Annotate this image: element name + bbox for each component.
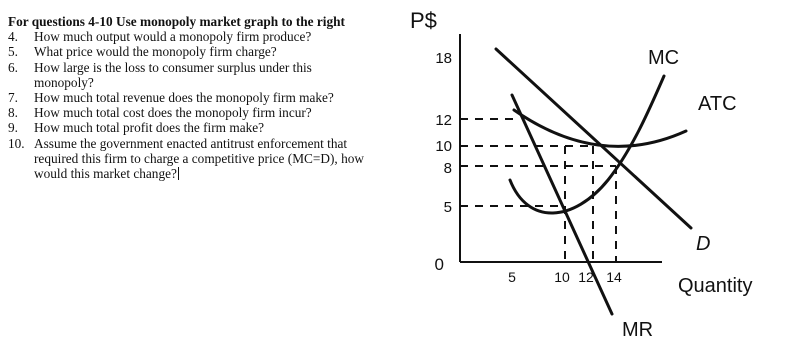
questions-panel	[8, 14, 400, 181]
question-number: 7.	[8, 90, 18, 106]
mr-label: MR	[622, 319, 654, 341]
question-text: How much total revenue does the monopoly firm make?	[34, 90, 334, 106]
text-cursor	[178, 167, 179, 180]
question-5	[8, 44, 400, 59]
quantity-tick-10: 10	[554, 269, 570, 285]
monopoly-graph	[400, 0, 804, 346]
question-4	[8, 29, 400, 44]
price-tick-8: 8	[443, 160, 452, 177]
price-tick-5: 5	[443, 199, 452, 216]
question-8	[8, 105, 400, 120]
price-tick-0: 0	[434, 255, 444, 274]
question-number: 4.	[8, 29, 18, 45]
question-text-wrap	[34, 136, 400, 182]
y-axis-label: P$	[410, 8, 437, 33]
question-7	[8, 90, 400, 105]
question-6	[8, 60, 400, 90]
question-text: How much total cost does the monopoly firm incur?	[34, 105, 312, 121]
question-10	[8, 136, 400, 182]
questions-heading: For questions 4-10 Use monopoly market graph to the right	[8, 14, 345, 29]
x-axis-label: Quantity	[678, 275, 753, 297]
price-tick-10: 10	[435, 138, 452, 155]
quantity-tick-12: 12	[578, 269, 594, 285]
question-number: 9.	[8, 120, 18, 136]
question-9	[8, 120, 400, 135]
question-text: How much total profit does the firm make?	[34, 120, 265, 136]
quantity-tick-5: 5	[508, 269, 516, 285]
demand-label: D	[696, 233, 711, 255]
question-text: How large is the loss to consumer surplus under this monopoly?	[34, 59, 312, 90]
atc-curve	[514, 110, 686, 146]
quantity-tick-14: 14	[606, 269, 622, 285]
question-number: 10.	[8, 135, 25, 151]
price-tick-12: 12	[435, 112, 452, 129]
atc-label: ATC	[698, 93, 737, 115]
question-text: What price would the monopoly firm charge?	[34, 44, 277, 60]
mc-label: MC	[648, 47, 680, 69]
question-list	[8, 29, 400, 181]
price-tick-18: 18	[435, 50, 452, 67]
dashed-guides	[460, 119, 616, 262]
question-number: 6.	[8, 59, 18, 75]
question-number: 8.	[8, 105, 18, 121]
question-text: Assume the government enacted antitrust enforcement that required this firm to charge a competitive price (MC=D), how would this market change?	[34, 135, 364, 182]
question-text: How much output would a monopoly firm produce?	[34, 29, 312, 45]
question-number: 5.	[8, 44, 18, 60]
